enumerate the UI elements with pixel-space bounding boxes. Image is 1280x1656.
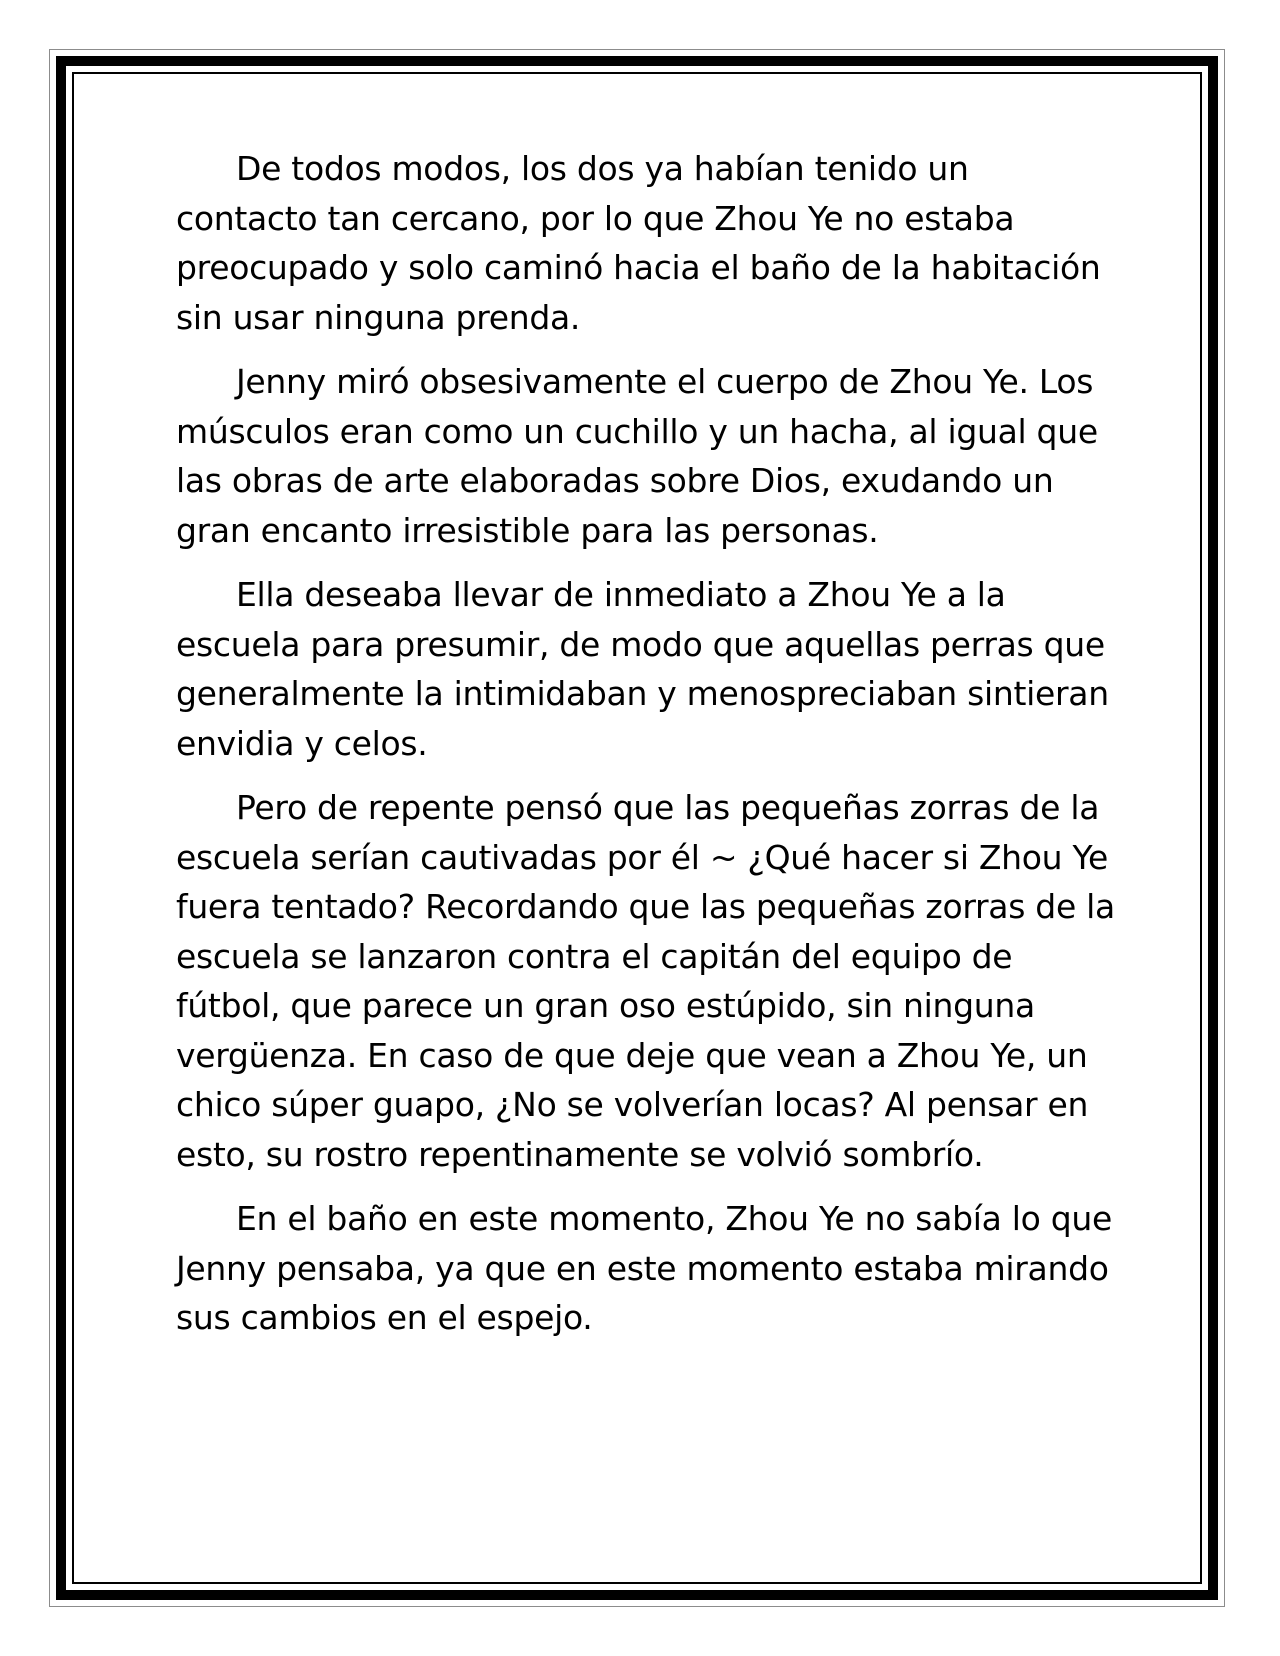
paragraph-2: Jenny miró obsesivamente el cuerpo de Zhou Ye. Los músculos eran como un cuchillo y un hacha, al igual que las obras de arte elaboradas sobre Dios, exudando un gran encanto irresistible para las personas. (176, 362, 1098, 550)
paragraph-4: Pero de repente pensó que las pequeñas zorras de la escuela serían cautivadas por él ~ ¿Qué hacer si Zhou Ye fuera tentado? Recordando que las pequeñas zorras de la escuela se lanzaron contra el capitán del equipo de fútbol, que parece un gran oso estúpido, sin ninguna vergüenza. En caso de que deje que vean a Zhou Ye, un chico súper guapo, ¿No se volverían locas? Al pensar en esto, su rostro repentinamente se volvió sombrío. (176, 788, 1115, 1174)
paragraph-3: Ella deseaba llevar de inmediato a Zhou Ye a la escuela para presumir, de modo que aquellas perras que generalmente la intimidaban y menospreciaban sintieran envidia y celos. (176, 575, 1109, 763)
document-body (176, 144, 1116, 1358)
paragraph-5: En el baño en este momento, Zhou Ye no sabía lo que Jenny pensaba, ya que en este momento estaba mirando sus cambios en el espejo. (176, 1199, 1112, 1337)
paragraph-1: De todos modos, los dos ya habían tenido un contacto tan cercano, por lo que Zhou Ye no estaba preocupado y solo caminó hacia el baño de la habitación sin usar ninguna prenda. (176, 149, 1101, 337)
